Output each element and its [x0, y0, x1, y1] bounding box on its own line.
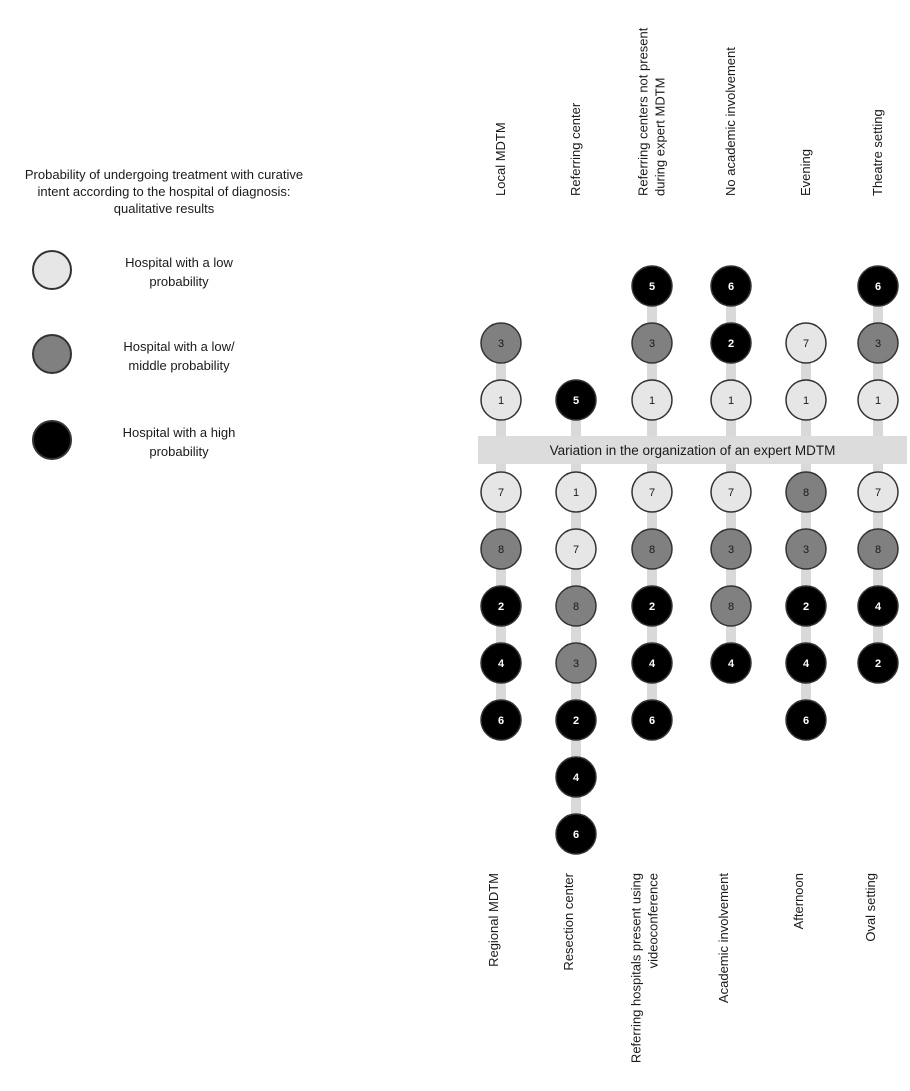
hospital-node	[556, 643, 596, 683]
hospital-node	[556, 700, 596, 740]
hospital-node	[481, 643, 521, 683]
column-bottom-label: Afternoon	[791, 873, 806, 930]
hospital-node-number: 6	[648, 715, 656, 727]
hospital-node	[632, 643, 672, 683]
hospital-node	[481, 529, 521, 569]
hospital-node-number: 1	[648, 395, 656, 407]
hospital-node-number: 7	[802, 338, 810, 350]
hospital-node-number: 1	[874, 395, 882, 407]
hospital-node	[858, 266, 898, 306]
legend-title-line: qualitative results	[113, 201, 215, 216]
hospital-node	[632, 266, 672, 306]
hospital-node	[858, 472, 898, 512]
column-bottom-label: Regional MDTM	[486, 873, 501, 967]
hospital-node	[711, 643, 751, 683]
hospital-node	[556, 472, 596, 512]
hospital-node	[481, 586, 521, 626]
column-top-label: No academic involvement	[723, 47, 738, 196]
hospital-node-number: 1	[572, 487, 580, 499]
hospital-node-number: 4	[572, 772, 580, 784]
hospital-node	[858, 529, 898, 569]
hospital-node-number: 2	[727, 338, 735, 350]
hospital-node	[786, 643, 826, 683]
hospital-node-number: 2	[802, 601, 810, 613]
hospital-node-number: 3	[874, 338, 882, 350]
hospital-node-number: 3	[572, 658, 580, 670]
hospital-node-number: 1	[802, 395, 810, 407]
hospital-node	[858, 586, 898, 626]
hospital-node	[632, 586, 672, 626]
hospital-node-number: 6	[874, 281, 882, 293]
hospital-node-number: 7	[497, 487, 505, 499]
hospital-node	[556, 586, 596, 626]
hospital-node-number: 7	[648, 487, 656, 499]
hospital-node-number: 3	[727, 544, 735, 556]
hospital-node	[632, 380, 672, 420]
hospital-node-number: 3	[802, 544, 810, 556]
hospital-node-number: 8	[802, 487, 810, 499]
legend-label-line: Hospital with a high	[122, 425, 236, 440]
hospital-node-number: 5	[648, 281, 656, 293]
hospital-node	[556, 757, 596, 797]
hospital-node-number: 7	[572, 544, 580, 556]
column-top-label: Local MDTM	[493, 122, 508, 196]
legend-label-line: Hospital with a low/	[123, 339, 235, 354]
hospital-node	[556, 814, 596, 854]
column-bottom-label: Resection center	[561, 873, 576, 971]
hospital-node	[786, 323, 826, 363]
hospital-node-number: 1	[727, 395, 735, 407]
hospital-node	[711, 529, 751, 569]
hospital-node	[481, 323, 521, 363]
legend-label-line: middle probability	[128, 358, 230, 373]
hospital-node	[481, 380, 521, 420]
hospital-node-number: 6	[497, 715, 505, 727]
stems	[496, 286, 883, 834]
hospital-node-number: 8	[572, 601, 580, 613]
hospital-node	[711, 266, 751, 306]
hospital-node-number: 8	[648, 544, 656, 556]
hospital-node	[632, 529, 672, 569]
hospital-node	[858, 643, 898, 683]
column-top-label: Referring centers not present	[635, 27, 651, 196]
organization-band-label: Variation in the organization of an expert MDTM	[549, 443, 836, 458]
column-top-label: Theatre setting	[870, 109, 885, 196]
hospital-node	[556, 529, 596, 569]
column-top-label: during expert MDTM	[652, 77, 668, 196]
hospital-node	[786, 700, 826, 740]
legend-label-line: probability	[149, 444, 209, 459]
hospital-node-number: 6	[727, 281, 735, 293]
hospital-node-number: 2	[874, 658, 882, 670]
legend-title-line: intent according to the hospital of diagnosis:	[37, 184, 291, 199]
hospital-node-number: 5	[572, 395, 580, 407]
hospital-node-number: 4	[727, 658, 735, 670]
hospital-node-number: 2	[572, 715, 580, 727]
hospital-node-number: 7	[727, 487, 735, 499]
hospital-node-number: 8	[727, 601, 735, 613]
hospital-node-number: 8	[874, 544, 882, 556]
hospital-node	[711, 380, 751, 420]
hospital-node-number: 6	[802, 715, 810, 727]
column-bottom-label: Oval setting	[863, 873, 878, 942]
hospital-node-number: 2	[648, 601, 656, 613]
hospital-node-number: 7	[874, 487, 882, 499]
hospital-node	[786, 586, 826, 626]
legend-label-line: Hospital with a low	[125, 255, 233, 270]
hospital-node	[711, 472, 751, 512]
hospital-node	[632, 472, 672, 512]
hospital-node-number: 3	[497, 338, 505, 350]
legend-title-line: Probability of undergoing treatment with curative	[24, 167, 304, 182]
hospital-node	[858, 323, 898, 363]
hospital-node	[481, 472, 521, 512]
nodes	[481, 266, 898, 854]
legend-label-line: probability	[149, 274, 209, 289]
hospital-node-number: 1	[497, 395, 505, 407]
column-top-label: Referring center	[568, 102, 583, 196]
hospital-node-number: 6	[572, 829, 580, 841]
hospital-node	[786, 472, 826, 512]
hospital-node-number: 2	[497, 601, 505, 613]
column-bottom-label: Referring hospitals present using	[628, 873, 644, 1064]
hospital-node	[786, 380, 826, 420]
hospital-node	[481, 700, 521, 740]
hospital-node	[858, 380, 898, 420]
column-bottom-label: videoconference	[645, 873, 661, 969]
hospital-node	[632, 700, 672, 740]
hospital-node-number: 8	[497, 544, 505, 556]
hospital-node-number: 4	[874, 601, 882, 613]
hospital-node	[711, 323, 751, 363]
hospital-node-number: 3	[648, 338, 656, 350]
hospital-node-number: 4	[497, 658, 505, 670]
column-bottom-label: Academic involvement	[716, 873, 731, 1004]
hospital-node	[711, 586, 751, 626]
hospital-node	[632, 323, 672, 363]
hospital-node-number: 4	[648, 658, 656, 670]
hospital-node-number: 4	[802, 658, 810, 670]
column-top-label: Evening	[798, 149, 813, 196]
hospital-node	[786, 529, 826, 569]
hospital-node	[556, 380, 596, 420]
